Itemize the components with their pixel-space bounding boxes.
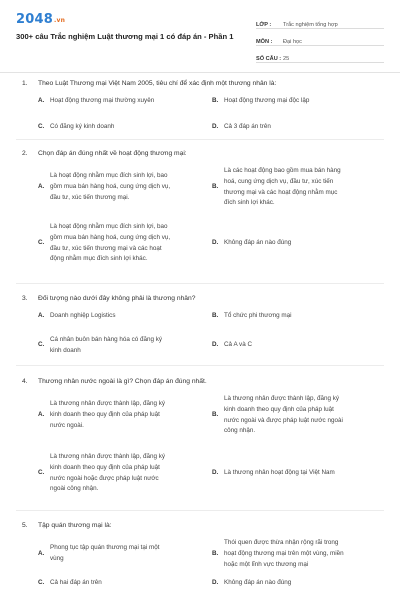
option-text <box>50 543 160 565</box>
option-text-line: Cả A và C <box>224 341 253 349</box>
option-text-line: Là thương nhân được thành lập, đăng ký <box>50 400 166 408</box>
option-text-line: Hoạt động thương mại độc lập <box>224 97 310 104</box>
question-text <box>22 295 195 302</box>
meta-row-count <box>256 46 384 63</box>
option-text <box>50 222 170 265</box>
answer-option[interactable] <box>212 538 382 570</box>
option-text-line: Là hoạt động nhằm mục đích sinh lợi, bao <box>50 172 168 180</box>
answer-option[interactable] <box>38 452 208 495</box>
option-text-line: kinh doanh theo quy định của pháp luật <box>50 411 160 419</box>
option-text <box>50 311 115 322</box>
answer-option[interactable] <box>38 543 208 565</box>
option-letter: A. <box>38 312 45 319</box>
question-number: 2. <box>22 150 28 157</box>
option-text <box>50 578 102 589</box>
option-text-line: gồm mua bán hàng hoá, cung ứng dịch vụ, <box>50 183 171 191</box>
meta-label: SỐ CÂU : <box>256 56 282 62</box>
option-text <box>224 311 292 322</box>
option-text <box>50 96 154 107</box>
site-logo[interactable] <box>16 12 65 27</box>
answer-option[interactable] <box>38 222 208 265</box>
option-letter: D. <box>212 469 219 477</box>
option-text-line: Là thương nhân được thành lập, đăng ký <box>224 395 340 402</box>
option-text <box>224 340 252 351</box>
question-number: 1. <box>22 80 28 87</box>
answer-option[interactable] <box>38 171 208 203</box>
option-letter: A. <box>38 549 45 557</box>
option-text-line: nước ngoài. <box>50 421 84 429</box>
option-text-line: kinh doanh <box>50 346 81 354</box>
answer-option[interactable] <box>38 399 208 431</box>
option-letter: A. <box>38 97 45 104</box>
option-text-line: nước ngoài hoặc được pháp luật nước <box>50 474 159 482</box>
option-letter: C. <box>38 579 45 586</box>
option-text-line: kinh doanh theo quy định của pháp luật <box>224 405 334 413</box>
option-text-line: công nhận. <box>224 427 256 435</box>
answer-option[interactable] <box>38 96 208 107</box>
logo-text: 2048 <box>16 12 53 27</box>
option-text-line: kinh doanh theo quy định của pháp luật <box>50 463 160 471</box>
answer-option[interactable] <box>212 96 382 107</box>
answer-option[interactable] <box>212 122 382 133</box>
answer-option[interactable] <box>38 122 208 133</box>
question-divider <box>16 365 384 366</box>
option-text-line: Doanh nghiệp Logistics <box>50 312 116 319</box>
answer-option[interactable] <box>212 166 382 209</box>
question-stem: Đối tượng nào dưới đây không phải là thương nhân? <box>38 295 196 302</box>
option-text-line: đầu tư, xúc tiến thương mại và các hoạt <box>50 244 162 252</box>
question-number: 3. <box>22 295 28 302</box>
option-text-line: Là các hoạt động bao gồm mua bán hàng <box>224 167 341 174</box>
option-text <box>50 452 165 495</box>
answer-option[interactable] <box>212 578 382 589</box>
option-text-line: Thói quen được thừa nhận rộng rãi trong <box>224 539 339 546</box>
document-header <box>0 0 400 73</box>
option-text-line: Là thương nhân hoạt động tại Việt Nam <box>224 469 335 477</box>
option-text-line: ngoài công nhận. <box>50 485 99 493</box>
option-text-line: Không đáp án nào đúng <box>224 579 292 586</box>
meta-label: LỚP : <box>256 22 272 28</box>
option-letter: B. <box>212 411 219 419</box>
meta-row-subject <box>256 29 384 46</box>
option-text-line: Tổ chức phi thương mại <box>224 312 292 319</box>
option-letter: A. <box>38 183 45 191</box>
question-divider <box>16 510 384 511</box>
question-stem: Tập quán thương mại là: <box>38 522 112 529</box>
option-text-line: hoặc một lĩnh vực thương mại <box>224 560 309 568</box>
answer-option[interactable] <box>212 311 382 322</box>
question-divider <box>16 283 384 284</box>
logo-suffix: .vn <box>53 17 66 24</box>
option-text-line: nước ngoài và được pháp luật nước ngoài <box>224 416 343 424</box>
option-letter: B. <box>212 97 219 104</box>
answer-option[interactable] <box>38 311 208 322</box>
answer-option[interactable] <box>38 578 208 589</box>
answer-option[interactable] <box>212 394 382 437</box>
option-text <box>50 171 170 203</box>
meta-value: Trắc nghiệm tổng hợp <box>283 22 338 28</box>
option-text <box>224 96 309 107</box>
question-divider <box>16 139 384 140</box>
option-text <box>224 538 344 570</box>
option-letter: D. <box>212 579 219 586</box>
answer-option[interactable] <box>212 238 382 249</box>
option-text-line: Cả hai đáp án trên <box>50 579 102 586</box>
option-text-line: hoá, cung ứng dịch vụ, đầu tư, xúc tiến <box>224 177 334 185</box>
option-letter: A. <box>38 411 45 419</box>
option-text-line: Cả 3 đáp án trên <box>224 123 271 130</box>
answer-option[interactable] <box>212 468 382 479</box>
option-text <box>50 335 162 357</box>
question-number: 5. <box>22 522 28 529</box>
option-letter: C. <box>38 341 45 349</box>
option-text-line: gồm mua bán hàng hoá, cung ứng dịch vụ, <box>50 233 171 241</box>
option-text <box>224 394 343 437</box>
option-text-line: Có đăng ký kinh doanh <box>50 123 115 130</box>
option-text-line: Là thương nhân được thành lập, đăng ký <box>50 453 166 460</box>
meta-row-class <box>256 12 384 29</box>
question-text <box>22 522 112 529</box>
option-letter: D. <box>212 123 219 130</box>
option-text-line: thương mại và các hoạt động nhằm mục <box>224 188 338 196</box>
option-letter: C. <box>38 239 45 247</box>
answer-option[interactable] <box>38 335 208 357</box>
question-stem: Thương nhân nước ngoài là gì? Chọn đáp án đúng nhất. <box>38 378 207 385</box>
option-text-line: Phong tục tập quán thương mại tại một <box>50 544 160 552</box>
option-text <box>224 468 335 479</box>
option-text <box>224 122 271 133</box>
document-title: 300+ câu Trắc nghiệm Luật thương mại 1 có đáp án - Phần 1 <box>16 32 234 41</box>
option-text-line: động nhằm mục đích sinh lợi khác. <box>50 255 148 263</box>
meta-panel <box>256 12 384 63</box>
meta-value: Đại học <box>283 39 302 45</box>
option-letter: B. <box>212 312 219 319</box>
option-text-line: Hoạt động thương mại thường xuyên <box>50 97 155 104</box>
option-text <box>224 238 291 249</box>
question-number: 4. <box>22 378 28 385</box>
option-text <box>50 122 114 133</box>
question-text <box>22 80 276 87</box>
option-text <box>224 166 341 209</box>
question-stem: Theo Luật Thương mại Việt Nam 2005, tiêu chí để xác định một thương nhân là: <box>38 80 277 87</box>
option-text-line: Không đáp án nào đúng <box>224 239 292 247</box>
question-text <box>22 378 207 385</box>
option-text-line: hoạt động thương mại trên một vùng, miền <box>224 549 344 557</box>
answer-option[interactable] <box>212 340 382 351</box>
option-text-line: vùng <box>50 555 64 563</box>
option-letter: C. <box>38 469 45 477</box>
option-text-line: Cá nhân buôn bán hàng hóa có đăng ký <box>50 336 163 343</box>
option-text <box>224 578 291 589</box>
option-text <box>50 399 165 431</box>
question-text <box>22 150 187 157</box>
meta-value: 25 <box>283 56 290 62</box>
option-letter: B. <box>212 183 219 191</box>
option-letter: D. <box>212 341 219 349</box>
option-text-line: đầu tư, xúc tiến thương mại. <box>50 193 130 201</box>
option-text-line: đích sinh lợi khác. <box>224 199 275 207</box>
question-stem: Chọn đáp án đúng nhất về hoạt động thương mại: <box>38 150 187 157</box>
option-letter: B. <box>212 549 219 557</box>
option-letter: C. <box>38 123 45 130</box>
meta-label: MÔN : <box>256 39 273 45</box>
option-text-line: Là hoạt động nhằm mục đích sinh lợi, bao <box>50 223 168 230</box>
option-letter: D. <box>212 239 219 247</box>
